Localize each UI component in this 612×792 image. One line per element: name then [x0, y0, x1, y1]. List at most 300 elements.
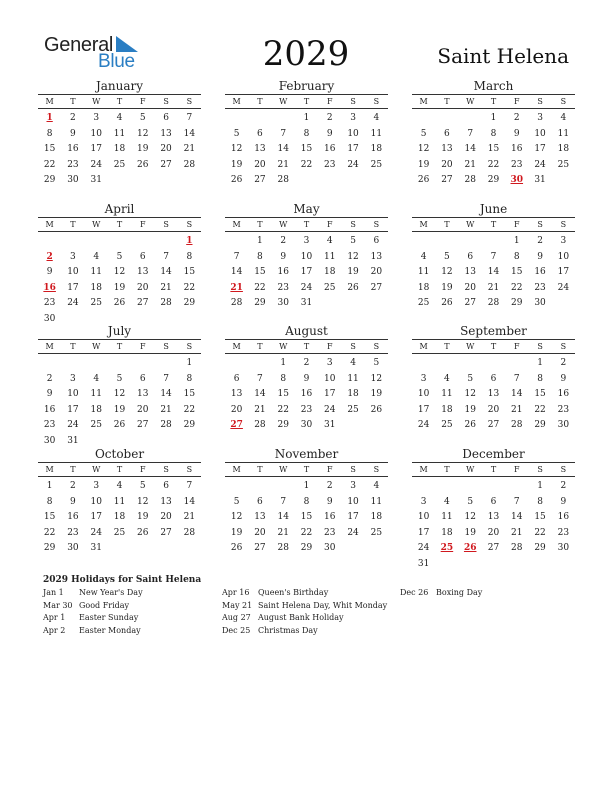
holiday-date: Apr 16 [222, 588, 250, 597]
day-grid [38, 356, 201, 450]
day-cell: 25 [370, 527, 383, 538]
weekday-label: F [514, 342, 520, 351]
day-cell: 7 [163, 251, 169, 262]
day-cell: 25 [370, 159, 383, 170]
day-cell: 19 [441, 282, 453, 293]
weekday-label: T [257, 97, 263, 106]
empty-day-cell [61, 234, 84, 250]
day-grid [225, 111, 388, 189]
day-cell: 5 [233, 128, 240, 139]
holiday-date: Dec 26 [400, 588, 429, 597]
day-cell: 7 [186, 481, 193, 491]
day-cell: 22 [511, 282, 523, 293]
weekday-label: S [373, 342, 380, 351]
day-cell: 20 [137, 282, 149, 293]
day-cell: 3 [326, 358, 333, 368]
day-cell: 15 [43, 144, 56, 155]
empty-day-cell [248, 356, 271, 372]
weekday-label: W [92, 465, 101, 474]
day-cell: 19 [417, 159, 430, 170]
day-cell: 14 [254, 389, 266, 400]
weekday-header [412, 217, 575, 232]
day-cell: 15 [254, 267, 266, 278]
day-cell: 9 [46, 267, 53, 278]
day-cell: 22 [300, 527, 313, 538]
weekday-label: M [419, 97, 428, 106]
day-cell: 22 [534, 527, 546, 538]
holiday-row [222, 625, 402, 638]
day-cell: 10 [347, 128, 359, 139]
empty-day-cell [459, 356, 482, 372]
day-cell: 4 [420, 251, 427, 262]
holiday-column [222, 587, 402, 637]
weekday-label: F [327, 97, 333, 106]
day-cell: 30 [300, 420, 313, 431]
day-cell: 11 [324, 251, 336, 262]
day-cell: 29 [534, 420, 546, 431]
empty-day-cell [272, 111, 295, 127]
day-cell: 11 [113, 496, 126, 507]
day-cell: 7 [467, 128, 474, 139]
day-cell: 20 [160, 512, 172, 523]
day-cell: 11 [90, 389, 102, 400]
empty-day-cell [505, 356, 528, 372]
day-cell: 31 [300, 298, 313, 309]
day-cell: 12 [347, 251, 359, 262]
day-cell: 19 [230, 159, 243, 170]
weekday-label: F [140, 97, 146, 106]
empty-day-cell [38, 356, 61, 372]
day-cell: 3 [70, 251, 76, 262]
weekday-label: S [373, 220, 380, 229]
weekday-label: S [350, 342, 356, 351]
weekday-header [412, 462, 575, 477]
empty-day-cell [435, 479, 458, 495]
day-cell: 26 [230, 175, 243, 186]
day-cell: 3 [537, 113, 543, 123]
day-cell: 21 [254, 404, 266, 415]
day-cell: 10 [67, 389, 79, 400]
day-cell: 7 [163, 373, 169, 384]
day-cell: 8 [280, 373, 287, 384]
day-cell: 4 [326, 236, 333, 246]
weekday-label: F [327, 342, 333, 351]
month-june [412, 202, 575, 312]
day-cell: 12 [113, 389, 126, 400]
day-cell: 24 [417, 543, 430, 554]
day-cell: 31 [67, 435, 79, 446]
day-cell: 4 [116, 481, 123, 491]
weekday-label: M [45, 342, 54, 351]
day-cell: 7 [233, 251, 240, 262]
day-cell: 20 [441, 159, 453, 170]
day-cell: 6 [163, 481, 169, 491]
day-cell: 17 [300, 267, 313, 278]
day-cell: 11 [90, 267, 102, 278]
day-cell: 3 [420, 496, 427, 507]
day-cell: 27 [487, 420, 500, 431]
weekday-label: S [537, 342, 543, 351]
weekday-label: S [560, 97, 567, 106]
weekday-label: S [186, 342, 193, 351]
holiday-date: Aug 27 [222, 613, 251, 622]
day-cell: 1 [46, 481, 53, 491]
day-cell: 28 [183, 527, 196, 538]
day-cell: 13 [487, 389, 500, 400]
holiday-row [43, 600, 223, 613]
day-cell: 3 [560, 236, 567, 246]
day-cell: 16 [324, 512, 336, 523]
day-cell: 8 [303, 496, 310, 507]
day-cell: 2 [326, 113, 333, 123]
empty-day-cell [248, 111, 271, 127]
weekday-label: M [232, 342, 241, 351]
day-cell: 25 [90, 298, 102, 309]
weekday-label: S [186, 465, 193, 474]
weekday-label: W [466, 220, 475, 229]
month-february [225, 79, 388, 189]
holiday-row [222, 587, 402, 600]
day-cell: 23 [67, 159, 79, 170]
day-cell: 5 [350, 236, 356, 246]
weekday-label: M [45, 465, 54, 474]
day-cell: 4 [560, 113, 567, 123]
day-cell: 29 [254, 298, 266, 309]
day-cell: 8 [186, 251, 193, 262]
day-cell: 29 [43, 175, 56, 186]
month-name: March [473, 79, 514, 93]
day-cell: 11 [370, 128, 383, 139]
month-november [225, 447, 388, 557]
day-cell: 15 [300, 144, 313, 155]
day-cell: 12 [370, 373, 383, 384]
day-cell: 26 [464, 420, 476, 431]
day-cell: 23 [67, 527, 79, 538]
weekday-label: F [327, 465, 333, 474]
day-cell: 17 [417, 404, 430, 415]
day-cell: 11 [417, 267, 430, 278]
day-cell: 12 [464, 389, 476, 400]
day-cell: 2 [537, 236, 543, 246]
day-cell: 1 [186, 358, 193, 368]
day-cell: 8 [186, 373, 193, 384]
day-cell: 20 [487, 404, 500, 415]
weekday-label: M [232, 220, 241, 229]
day-cell: 6 [373, 236, 380, 246]
day-cell: 9 [326, 496, 333, 507]
day-cell: 24 [324, 404, 336, 415]
day-cell: 18 [441, 404, 453, 415]
holiday-row [222, 612, 402, 625]
day-cell: 6 [139, 251, 146, 262]
empty-day-cell [248, 479, 271, 495]
month-name: May [293, 202, 320, 216]
day-cell: 14 [160, 389, 172, 400]
day-cell: 17 [67, 282, 79, 293]
month-name: September [460, 324, 527, 338]
day-cell: 9 [560, 496, 567, 507]
day-cell: 8 [490, 128, 497, 139]
day-cell: 16 [43, 404, 56, 415]
day-cell: 9 [326, 128, 333, 139]
day-cell: 1 [303, 113, 310, 123]
holiday-name: Boxing Day [436, 588, 483, 597]
day-cell: 30 [67, 543, 79, 554]
day-cell: 6 [257, 128, 263, 139]
day-grid [412, 234, 575, 312]
weekday-label: T [116, 220, 123, 229]
holiday-date: Apr 1 [43, 613, 66, 622]
empty-day-cell [435, 234, 458, 250]
holiday-name: Easter Monday [79, 625, 141, 635]
empty-day-cell [108, 356, 131, 372]
day-cell: 6 [139, 373, 146, 384]
day-cell: 22 [277, 404, 289, 415]
weekday-label: T [303, 220, 310, 229]
day-cell: 26 [137, 527, 149, 538]
day-cell: 10 [300, 251, 313, 262]
empty-day-cell [459, 111, 482, 127]
day-cell: 29 [487, 175, 500, 186]
day-cell: 8 [46, 128, 53, 139]
day-cell: 25 [113, 527, 126, 538]
day-cell: 1 [513, 236, 520, 246]
day-cell: 14 [511, 389, 523, 400]
weekday-header [225, 94, 388, 109]
day-cell: 3 [350, 113, 356, 123]
day-cell: 1 [490, 113, 497, 123]
day-cell: 22 [254, 282, 266, 293]
day-cell: 11 [441, 389, 453, 400]
day-cell: 24 [347, 159, 359, 170]
day-cell: 12 [113, 267, 126, 278]
day-cell: 23 [43, 420, 56, 431]
day-cell: 4 [93, 373, 100, 384]
weekday-label: M [419, 342, 428, 351]
weekday-label: T [257, 465, 263, 474]
day-cell: 11 [370, 496, 383, 507]
holiday-day-cell: 30 [510, 175, 524, 186]
day-cell: 30 [324, 543, 336, 554]
day-cell: 6 [490, 373, 497, 384]
day-cell: 7 [186, 113, 193, 123]
month-december [412, 447, 575, 573]
day-cell: 26 [230, 543, 243, 554]
day-cell: 27 [441, 175, 453, 186]
day-cell: 16 [67, 144, 79, 155]
weekday-label: S [373, 465, 380, 474]
day-cell: 28 [511, 420, 523, 431]
day-cell: 28 [277, 175, 289, 186]
day-cell: 27 [137, 420, 149, 431]
weekday-label: T [70, 97, 76, 106]
day-cell: 7 [280, 496, 287, 507]
day-cell: 29 [183, 420, 196, 431]
calendar-year: 2029 [262, 34, 350, 74]
day-cell: 9 [560, 373, 567, 384]
weekday-label: S [350, 97, 356, 106]
weekday-label: T [490, 342, 497, 351]
holiday-day-cell: 25 [440, 543, 454, 554]
day-cell: 24 [417, 420, 430, 431]
holiday-name: Queen's Birthday [258, 588, 329, 597]
day-cell: 21 [277, 527, 289, 538]
day-cell: 2 [70, 113, 76, 123]
day-cell: 12 [230, 512, 243, 523]
month-name: February [278, 79, 335, 93]
weekday-label: T [444, 97, 450, 106]
weekday-label: W [279, 342, 288, 351]
day-cell: 13 [464, 267, 476, 278]
day-cell: 21 [487, 282, 500, 293]
holiday-row [43, 612, 223, 625]
holiday-date: May 21 [222, 600, 253, 610]
day-cell: 16 [67, 512, 79, 523]
day-cell: 6 [444, 128, 450, 139]
month-name: July [107, 324, 132, 338]
empty-day-cell [131, 234, 154, 250]
day-cell: 31 [417, 558, 430, 569]
month-name: April [104, 202, 135, 216]
empty-day-cell [225, 479, 248, 495]
day-cell: 3 [93, 481, 100, 491]
empty-day-cell [38, 234, 61, 250]
day-cell: 14 [160, 267, 172, 278]
day-cell: 5 [116, 373, 123, 384]
day-cell: 19 [370, 389, 383, 400]
weekday-label: T [490, 465, 497, 474]
day-cell: 15 [487, 144, 500, 155]
weekday-label: S [560, 220, 567, 229]
day-grid [38, 479, 201, 557]
holiday-date: Apr 2 [43, 625, 66, 635]
day-cell: 10 [557, 251, 570, 262]
holiday-name: August Bank Holiday [258, 613, 344, 622]
holiday-day-cell: 2 [46, 251, 53, 262]
day-cell: 28 [183, 159, 196, 170]
day-cell: 13 [137, 389, 149, 400]
day-cell: 18 [557, 144, 570, 155]
day-cell: 22 [534, 404, 546, 415]
day-cell: 11 [557, 128, 570, 139]
weekday-label: F [140, 465, 146, 474]
weekday-label: W [279, 97, 288, 106]
day-cell: 30 [557, 543, 570, 554]
day-cell: 16 [511, 144, 523, 155]
day-cell: 13 [254, 144, 266, 155]
day-cell: 6 [163, 113, 169, 123]
day-cell: 15 [43, 512, 56, 523]
day-cell: 21 [464, 159, 476, 170]
day-cell: 12 [137, 496, 149, 507]
day-cell: 2 [560, 481, 567, 491]
month-name: August [285, 324, 328, 338]
day-cell: 23 [557, 527, 570, 538]
day-cell: 10 [417, 389, 430, 400]
holiday-day-cell: 26 [463, 543, 477, 554]
day-grid [225, 356, 388, 434]
day-cell: 10 [534, 128, 546, 139]
empty-day-cell [154, 356, 177, 372]
weekday-label: F [514, 220, 520, 229]
day-cell: 31 [90, 175, 102, 186]
day-cell: 10 [417, 512, 430, 523]
weekday-label: S [163, 97, 169, 106]
holiday-list [43, 573, 583, 635]
month-name: June [479, 202, 508, 216]
day-cell: 18 [90, 282, 102, 293]
weekday-label: M [232, 97, 241, 106]
empty-day-cell [85, 356, 108, 372]
day-cell: 17 [557, 267, 570, 278]
day-cell: 4 [373, 113, 380, 123]
day-cell: 2 [46, 373, 53, 384]
weekday-label: T [257, 220, 263, 229]
day-cell: 25 [557, 159, 570, 170]
day-cell: 17 [347, 144, 359, 155]
holiday-day-cell: 1 [46, 113, 53, 123]
empty-day-cell [131, 356, 154, 372]
day-cell: 23 [43, 298, 56, 309]
day-cell: 5 [139, 481, 146, 491]
day-cell: 15 [183, 267, 196, 278]
day-cell: 17 [90, 144, 102, 155]
day-cell: 10 [67, 267, 79, 278]
month-name: January [95, 79, 144, 93]
weekday-label: W [92, 342, 101, 351]
day-cell: 5 [444, 251, 450, 262]
weekday-header [225, 339, 388, 354]
day-cell: 27 [464, 298, 476, 309]
day-cell: 1 [537, 358, 543, 368]
day-cell: 16 [300, 389, 313, 400]
day-cell: 15 [534, 389, 546, 400]
day-cell: 19 [137, 512, 149, 523]
logo-text-general: General [44, 34, 114, 56]
weekday-label: S [163, 342, 169, 351]
day-cell: 14 [183, 128, 196, 139]
weekday-label: T [70, 342, 76, 351]
weekday-label: S [537, 97, 543, 106]
day-cell: 9 [513, 128, 520, 139]
day-cell: 10 [324, 373, 336, 384]
holiday-date: Jan 1 [43, 588, 64, 597]
day-cell: 1 [303, 481, 310, 491]
weekday-label: T [490, 97, 497, 106]
day-cell: 20 [487, 527, 500, 538]
day-cell: 18 [347, 389, 359, 400]
day-cell: 17 [417, 527, 430, 538]
day-cell: 4 [373, 481, 380, 491]
weekday-label: T [444, 342, 450, 351]
day-grid [412, 111, 575, 189]
weekday-label: T [444, 465, 450, 474]
day-cell: 22 [487, 159, 500, 170]
day-cell: 4 [444, 373, 450, 384]
day-cell: 19 [113, 282, 126, 293]
day-cell: 23 [324, 159, 336, 170]
day-cell: 17 [324, 389, 336, 400]
weekday-label: F [327, 220, 333, 229]
day-cell: 23 [300, 404, 313, 415]
weekday-label: W [279, 465, 288, 474]
day-cell: 2 [513, 113, 520, 123]
weekday-label: M [419, 465, 428, 474]
holiday-column [43, 587, 223, 637]
day-cell: 26 [137, 159, 149, 170]
day-cell: 24 [90, 159, 102, 170]
day-cell: 18 [417, 282, 430, 293]
